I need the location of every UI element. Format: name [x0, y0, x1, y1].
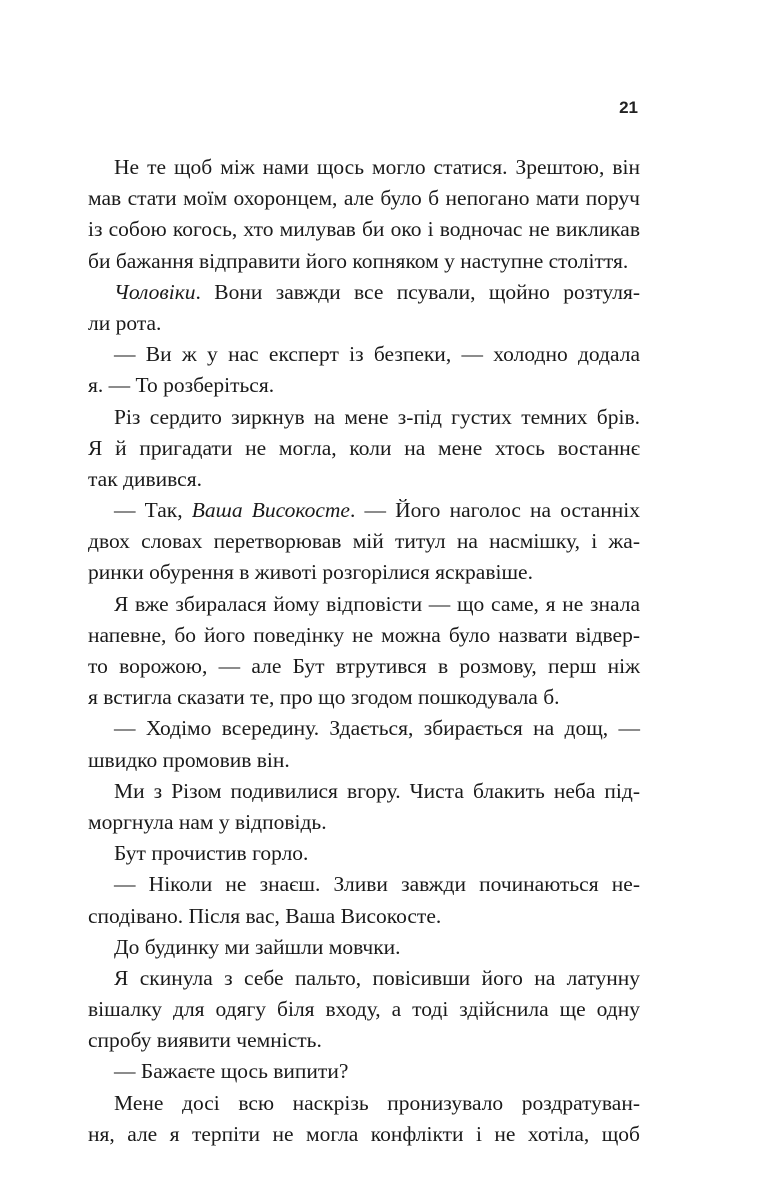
text-line: я. — То розберіться.	[88, 373, 275, 398]
text-line: то ворожою, — але Бут втрутився в розмову, перш ніж	[88, 654, 640, 678]
text-line: Бут прочистив горло.	[114, 841, 309, 866]
text-line: ринки обурення в животі розгорілися яскравіше.	[88, 560, 533, 585]
text-line: напевне, бо його поведінку не можна було назвати відвер-	[88, 622, 640, 647]
text-line: Я скинула з себе пальто, повісивши його на латунну	[114, 965, 640, 990]
text-line: мав стати моїм охоронцем, але було б непогано мати поруч	[88, 186, 640, 211]
text-line: моргнула нам у відповідь.	[88, 809, 327, 834]
text-span: — Так,	[114, 498, 192, 523]
text-line: — Ходімо всередину. Здається, збирається на дощ, —	[114, 716, 640, 741]
text-line: Ми з Різом подивилися вгору. Чиста блакить неба під-	[114, 778, 640, 803]
text-line: швидко промовив він.	[88, 747, 290, 772]
text-line: ня, але я терпіти не могла конфлікти і не хотіла, щоб	[88, 1121, 640, 1146]
text-span: . Вони завжди все псували, щойно розтуля-	[195, 279, 640, 304]
text-line: Мене досі всю наскрізь пронизувало роздратуван-	[114, 1090, 640, 1115]
text-line: вішалку для одягу біля входу, а тоді здійснила ще одну	[88, 997, 640, 1022]
italic-text: Чоловіки	[114, 279, 196, 304]
italic-text: Ваша Високосте	[191, 498, 350, 523]
text-span: . — Його наголос на останніх	[349, 498, 641, 523]
text-line	[88, 495, 640, 526]
text-line: спробу виявити чемність.	[88, 1028, 322, 1053]
text-line: — Ви ж у нас експерт із безпеки, — холодно додала	[114, 342, 640, 367]
text-line: із собою когось, хто милував би око і водночас не викликав	[88, 217, 640, 242]
text-line: ли рота.	[88, 310, 162, 335]
text-line: я встигла сказати те, про що згодом пошкодувала б.	[88, 685, 560, 710]
text-line: так дивився.	[88, 466, 202, 491]
text-line: — Ніколи не знаєш. Зливи завжди починаються не-	[114, 872, 640, 897]
text-line: Я вже збиралася йому відповісти — що саме, я не знала	[114, 591, 640, 616]
text-line: Я й пригадати не могла, коли на мене хтось востаннє	[88, 435, 640, 460]
text-line: Не те щоб між нами щось могло статися. Зрештою, він	[114, 155, 640, 179]
body-text	[88, 152, 640, 1150]
text-line: Різ сердито зиркнув на мене з-під густих темних брів.	[114, 404, 640, 429]
text-line: До будинку ми зайшли мовчки.	[114, 934, 401, 959]
text-line: двох словах перетворював мій титул на насмішку, і жа-	[88, 529, 640, 554]
page-number: 21	[619, 98, 638, 117]
text-line	[88, 277, 640, 308]
text-line: би бажання відправити його копняком у наступне століття.	[88, 248, 629, 273]
text-line: — Бажаєте щось випити?	[114, 1059, 349, 1084]
text-line: сподівано. Після вас, Ваша Високосте.	[88, 903, 442, 928]
